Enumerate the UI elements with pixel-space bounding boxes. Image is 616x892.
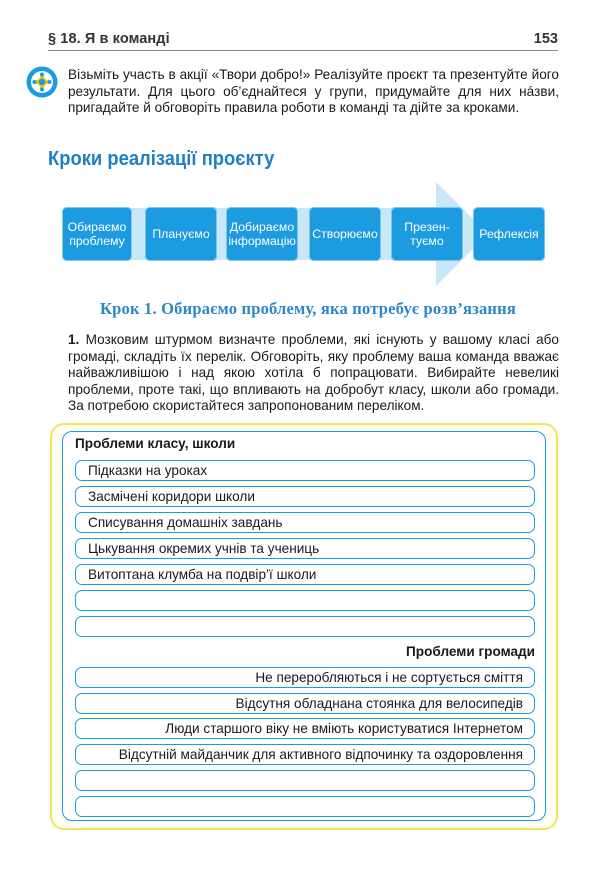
class-problem-item[interactable]: Підказки на уроках bbox=[75, 460, 535, 481]
page-number: 153 bbox=[533, 31, 558, 47]
step-choose-problem: Обираємо проблему bbox=[62, 207, 132, 261]
class-problems-title: Проблеми класу, школи bbox=[75, 436, 236, 451]
intro-text: Візьміть участь в акції «Твори добро!» Реалізуйте проєкт та презентуйте його результати. Для цього об’єднайтеся у групи, придумайте для них нáзви, пригадайте й обговоріть правила роботи в команді та дійте за кроками. bbox=[68, 67, 559, 115]
class-problem-blank[interactable] bbox=[75, 616, 535, 637]
step-reflection: Рефлексія bbox=[473, 207, 545, 261]
step-gather-info: Добираємо інформацію bbox=[226, 207, 298, 261]
class-problem-item[interactable]: Списування домашніх завдань bbox=[75, 512, 535, 533]
section-label: § 18. Я в команді bbox=[48, 31, 170, 47]
community-problem-item[interactable]: Відсутня обладнана стоянка для велосипедів bbox=[75, 693, 535, 714]
page-header bbox=[48, 30, 558, 51]
section-title: Кроки реалізації проєкту bbox=[48, 148, 275, 170]
community-problem-item[interactable]: Відсутній майданчик для активного відпочинку та оздоровлення bbox=[75, 744, 535, 765]
task-number: 1. bbox=[68, 332, 80, 347]
community-problem-item[interactable]: Не переробляються і не сортується сміття bbox=[75, 667, 535, 688]
step-create: Створюємо bbox=[309, 207, 381, 261]
task-1 bbox=[68, 332, 559, 415]
team-puzzle-icon bbox=[26, 66, 58, 98]
task-text: Мозковим штурмом визначте проблеми, які існують у вашому класі або громаді, складіть їх перелік. Обговоріть, яку проблему ваша команда вважає найважливішою і над якою хотіла б попрацювати. Вибирайте невеликі проблеми, проте такі, що впливають на добробут класу, школи або громади. За потребою скористайтеся запропонованим переліком. bbox=[68, 332, 559, 413]
class-problem-item[interactable]: Цькування окремих учнів та учениць bbox=[75, 538, 535, 559]
community-problems-title: Проблеми громади bbox=[406, 644, 535, 659]
community-problem-blank[interactable] bbox=[75, 770, 535, 791]
step-present: Презен- туємо bbox=[391, 207, 463, 261]
project-steps-diagram bbox=[56, 180, 556, 290]
class-problem-blank[interactable] bbox=[75, 590, 535, 611]
step-plan: Плануємо bbox=[145, 207, 217, 261]
community-problem-blank[interactable] bbox=[75, 796, 535, 817]
class-problem-item[interactable]: Засмічені коридори школи bbox=[75, 486, 535, 507]
community-problem-item[interactable]: Люди старшого віку не вміють користуватися Інтернетом bbox=[75, 718, 535, 739]
step-1-title: Крок 1. Обираємо проблему, яка потребує розв’язання bbox=[100, 299, 516, 318]
class-problem-item[interactable]: Витоптана клумба на подвір’ї школи bbox=[75, 564, 535, 585]
